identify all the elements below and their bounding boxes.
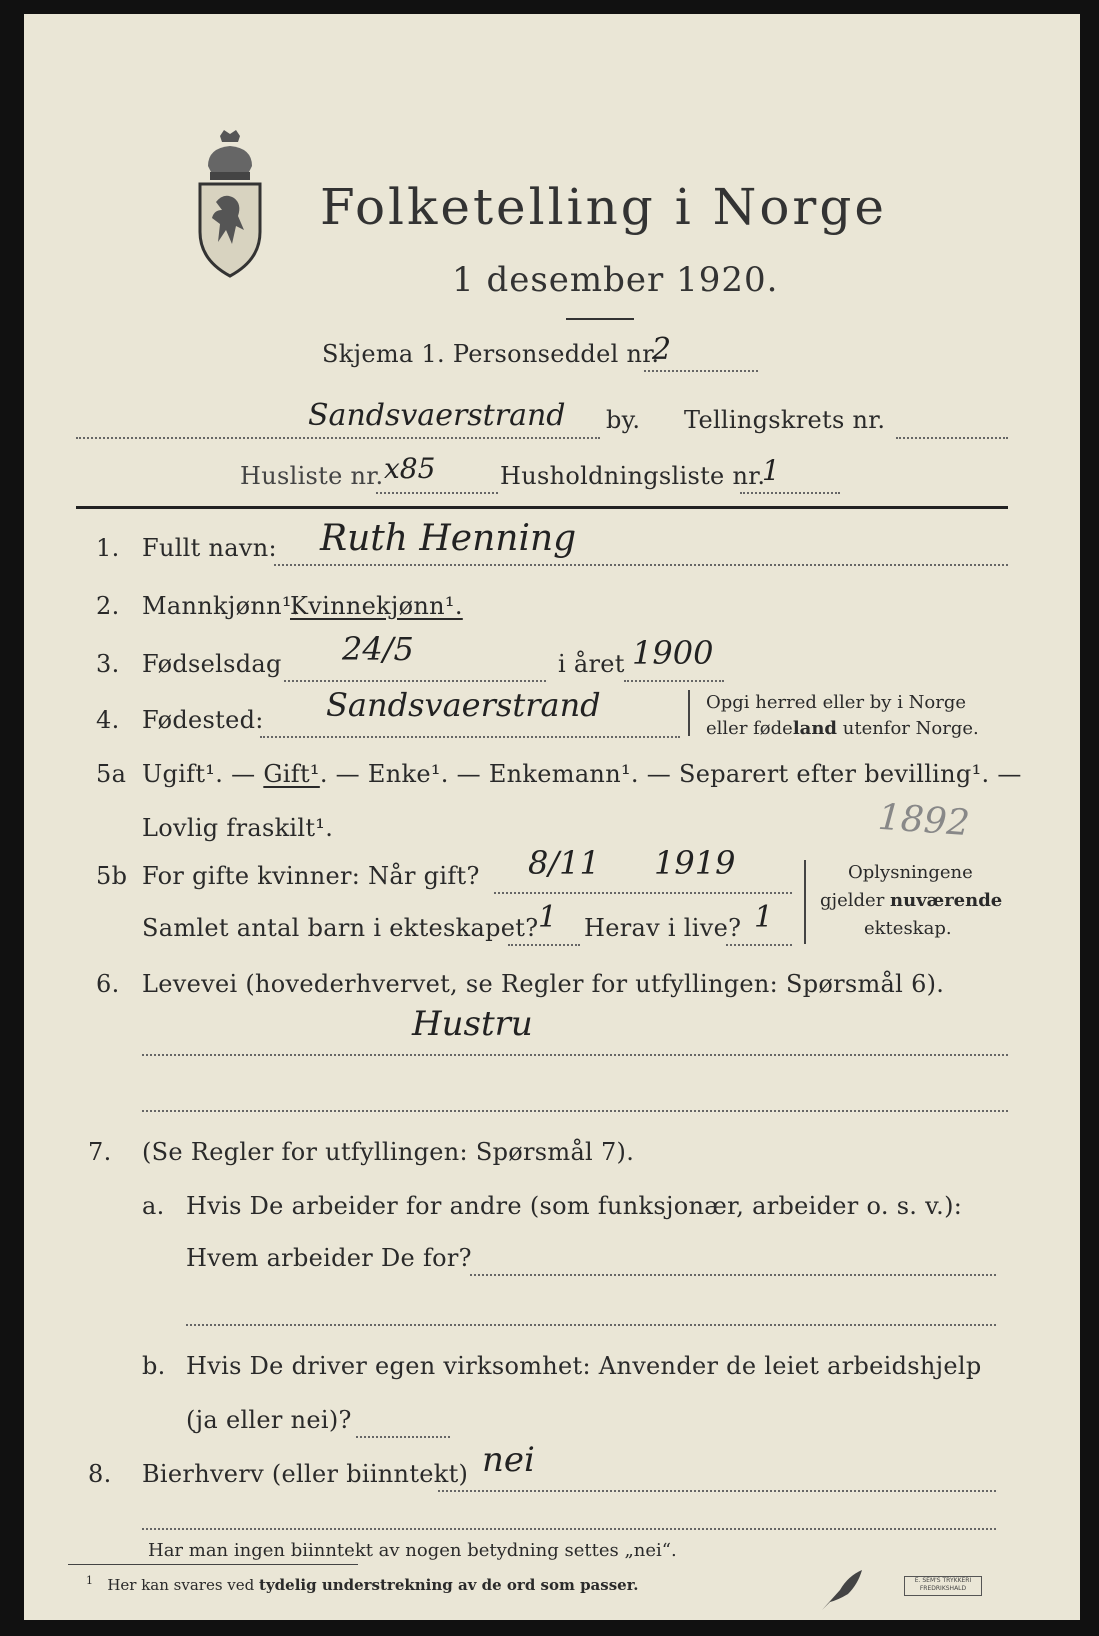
q5a-options [142,760,1022,788]
q1-line [274,564,1008,566]
q5b-live-label: Herav i live? [584,914,742,942]
q8-line [438,1490,996,1492]
q7b-letter: b. [142,1352,166,1380]
q5a-line2: Lovlig fraskilt¹. [142,814,334,842]
form-title: Folketelling i Norge [320,178,887,236]
husholdning-label: Husholdningsliste nr. [500,462,766,490]
q4-note-a: eller føde [706,718,793,739]
q5b-label: For gifte kvinner: Når gift? [142,862,480,890]
q5b-note-b: nuværende [890,890,1003,911]
husliste-line [376,492,498,494]
q8-line2 [142,1528,996,1530]
q2-mann: Mannkjønn¹. [142,592,300,620]
husliste-number: x85 [384,452,436,485]
q5b-barn-label: Samlet antal barn i ekteskapet? [142,914,539,942]
q5b-live-line [726,944,792,946]
q7b-line1: Hvis De driver egen virksomhet: Anvender de leiet arbeidshjelp [186,1352,982,1380]
coat-of-arms-icon [194,126,266,280]
q5b-note-line2 [820,888,1002,914]
q1-number: 1. [96,534,120,562]
footnote [86,1574,638,1594]
census-form [24,14,1080,1620]
husholdning-number: 1 [762,454,780,487]
occupation-value: Hustru [412,1004,533,1044]
birthday-value: 24/5 [342,630,414,668]
q5a-dash: — [223,760,264,788]
q6-line1 [142,1054,1008,1056]
q3-label: Fødselsdag [142,650,282,678]
personseddel-label: Skjema 1. Personseddel nr. [322,340,660,368]
children-alive-value: 1 [754,900,774,935]
q6-line2 [142,1110,1008,1112]
marriage-year-value: 1919 [654,844,736,882]
q4-number: 4. [96,706,120,734]
printer-line1: E. SEM'S TRYKKERI [914,1577,972,1584]
tellingskrets-line [896,437,1008,439]
q6-number: 6. [96,970,120,998]
town-line [76,437,600,439]
q5b-note-line3: ekteskap. [864,918,952,939]
tellingskrets-label: Tellingskrets nr. [684,406,886,434]
q4-bracket [688,690,696,736]
marriage-date-value: 8/11 [528,844,600,882]
q1-label: Fullt navn: [142,534,277,562]
by-label: by. [606,406,641,434]
birthplace-value: Sandsvaerstrand [326,686,601,724]
q5a-number: 5a [96,760,127,788]
q2-kvinne-underlined: Kvinnekjønn¹. [290,592,463,620]
q7a-line2: Hvem arbeider De for? [186,1244,472,1272]
children-count-value: 1 [538,900,558,935]
q7-label: (Se Regler for utfyllingen: Spørsmål 7). [142,1138,635,1166]
q2-number: 2. [96,592,120,620]
q3-year-label: i året [558,650,625,678]
q4-label: Fødested: [142,706,264,734]
q5b-note-a: gjelder [820,890,891,911]
q7a-answer-line1 [470,1274,996,1276]
q3-number: 3. [96,650,120,678]
q4-note-line1: Opgi herred eller by i Norge [706,692,967,713]
q5a-ugift: Ugift¹. [142,760,224,788]
q7a-line1: Hvis De arbeider for andre (som funksjonær, arbeider o. s. v.): [186,1192,963,1220]
q5b-number: 5b [96,862,128,890]
footnote-text-a: Her kan svares ved [107,1576,260,1594]
q6-label: Levevei (hovederhvervet, se Regler for utfyllingen: Spørsmål 6). [142,970,945,998]
full-name-value: Ruth Henning [320,518,577,559]
q8-number: 8. [88,1460,112,1488]
q7-number: 7. [88,1138,112,1166]
feather-mark-icon [818,1566,868,1614]
footnote-divider [68,1564,358,1565]
personseddel-line [644,370,758,372]
husholdning-line [740,492,840,494]
q3-year-line [624,680,724,682]
q7b-line2: (ja eller nei)? [186,1406,352,1434]
q8-label: Bierhverv (eller biinntekt) [142,1460,469,1488]
footnote-marker: 1 [86,1574,93,1587]
q4-note-c: utenfor Norge. [837,718,979,739]
q5a-gift-underlined: Gift¹ [263,760,320,788]
q7b-answer-line [356,1436,450,1438]
q5b-date-line [494,892,792,894]
town-value: Sandsvaerstrand [308,398,566,433]
header-rule [76,506,1008,509]
printer-stamp [904,1576,982,1596]
printer-line2: FREDRIKSHALD [919,1585,967,1592]
margin-note-year: 1892 [876,796,971,845]
q7a-letter: a. [142,1192,165,1220]
personseddel-number: 2 [652,332,672,367]
q4-line [260,736,680,738]
q7a-answer-line2 [186,1324,996,1326]
footnote-text-b: tydelig understrekning av de ord som passer. [259,1576,639,1594]
birth-year-value: 1900 [632,634,714,672]
husliste-label: Husliste nr. [240,462,384,490]
q3-line [284,680,546,682]
q4-note-b: land [792,718,838,739]
title-divider [566,318,634,320]
q5b-note-line1: Oplysningene [848,862,973,883]
q5b-barn-line [508,944,580,946]
side-income-value: nei [482,1440,535,1480]
q5a-rest: . — Enke¹. — Enkemann¹. — Separert efter bevilling¹. — [319,760,1022,788]
census-date: 1 desember 1920. [452,260,779,300]
q5b-bracket [804,860,812,944]
q4-note-line2 [706,716,979,742]
footer-note: Har man ingen biinntekt av nogen betydning settes „nei“. [148,1540,677,1561]
